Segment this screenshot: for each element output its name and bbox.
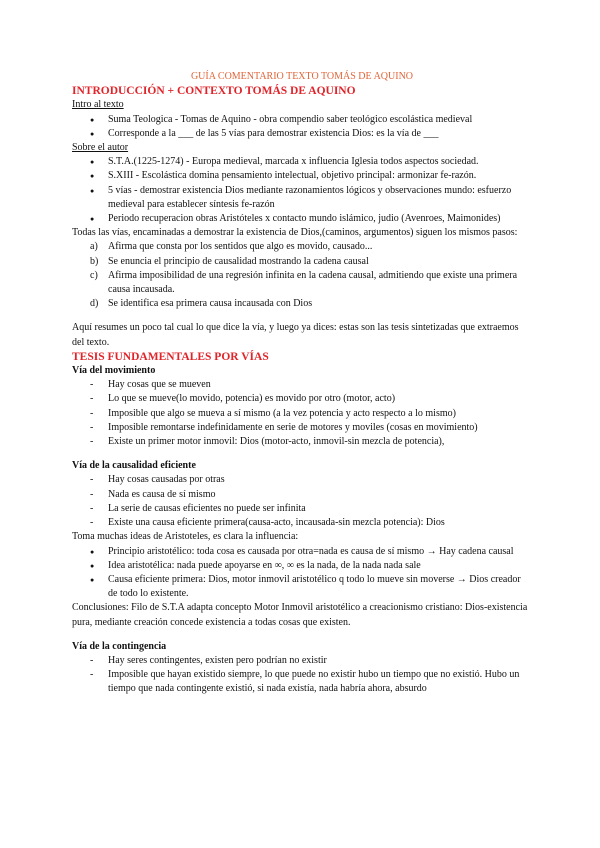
- list-item: ● S.T.A.(1225-1274) - Europa medieval, marcada x influencia Iglesia todos aspectos sociedad.: [72, 155, 532, 169]
- via-causalidad-list: [72, 473, 532, 530]
- list-item: - Imposible remontarse indefinidamente en serie de motores y moviles (cosas en movimiento): [72, 421, 532, 435]
- tesis-heading: TESIS FUNDAMENTALES POR VÍAS: [72, 350, 269, 363]
- steps-list: [72, 240, 532, 311]
- aristoteles-text: Toma muchas ideas de Aristoteles, es clara la influencia:: [72, 531, 299, 543]
- step-item: [72, 240, 532, 254]
- list-item: - Nada es causa de sí mismo: [72, 488, 532, 502]
- via-contingencia-title: Vía de la contingencia: [72, 640, 167, 652]
- list-item: ● Periodo recuperacion obras Aristóteles x contacto mundo islámico, judio (Avenroes, Maimonides): [72, 212, 532, 226]
- via-movimiento-title: Vía del movimiento: [72, 365, 156, 377]
- list-item: - Imposible que algo se mueva a sí mismo (a la vez potencia y acto respecto a lo mismo): [72, 407, 532, 421]
- document-title: GUÍA COMENTARIO TEXTO TOMÁS DE AQUINO: [190, 71, 414, 82]
- list-item: ● Causa eficiente primera: Dios, motor inmovil aristotélico q todo lo mueve sin moverse → Dios creador de todo lo existente.: [72, 573, 532, 601]
- list-item: - Hay cosas que se mueven: [72, 378, 532, 392]
- step-text: Se enuncia el principio de causalidad mostrando la cadena causal: [108, 255, 369, 267]
- list-item: ● S.XIII - Escolástica domina pensamiento intelectual, objetivo principal: armonizar fe-razón.: [72, 169, 532, 183]
- vias-text: Todas las vías, encaminadas a demostrar la existencia de Dios,(caminos, argumentos) siguen los mismos pasos:: [72, 227, 518, 239]
- list-item: ● Corresponde a la ___ de las 5 vías para demostrar existencia Dios: es la vía de ___: [72, 127, 532, 141]
- spacer: [72, 449, 532, 459]
- step-item: [72, 297, 532, 311]
- autor-list: [72, 155, 532, 226]
- via-causalidad-title: Vía de la causalidad eficiente: [72, 460, 196, 472]
- list-item: ● Suma Teologica - Tomas de Aquino - obra compendio saber teológico escolástica medieval: [72, 113, 532, 127]
- spacer: [72, 630, 532, 640]
- intro-heading: INTRODUCCIÓN + CONTEXTO TOMÁS DE AQUINO: [72, 85, 356, 98]
- list-item: - Lo que se mueve(lo movido, potencia) es movido por otro (motor, acto): [72, 392, 532, 406]
- list-item: - Hay seres contingentes, existen pero podrían no existir: [72, 654, 532, 668]
- document-content: [72, 70, 532, 697]
- list-item: - Hay cosas causadas por otras: [72, 473, 532, 487]
- step-item: [72, 255, 532, 269]
- intro-texto-list: [72, 113, 532, 141]
- step-marker: a): [90, 241, 98, 253]
- conclusion-text: Conclusiones: Filo de S.T.A adapta concepto Motor Inmovil aristotélico a creacionismo cristiano: Dios-existencia pura, mediante creación concede existencia a todas cosas que existen.: [72, 602, 528, 628]
- list-item: - La serie de causas eficientes no puede ser infinita: [72, 502, 532, 516]
- spacer: [72, 311, 532, 321]
- step-text: Afirma imposibilidad de una regresión infinita en la cadena causal, admitiendo que existe una primera causa incausada.: [108, 269, 518, 296]
- step-item: [72, 269, 532, 297]
- via-contingencia-list: [72, 654, 532, 697]
- intro-texto-label: Intro al texto: [72, 99, 124, 111]
- step-marker: c): [90, 269, 98, 281]
- step-marker: b): [90, 255, 99, 267]
- step-text: Se identifica esa primera causa incausada con Dios: [108, 298, 313, 310]
- resume-text: Aquí resumes un poco tal cual lo que dice la vía, y luego ya dices: estas son las tesis sintetizadas que extraemos del texto.: [72, 322, 519, 348]
- list-item: ● Principio aristotélico: toda cosa es causada por otra=nada es causa de sí mismo → Hay cadena causal: [72, 545, 532, 559]
- autor-label: Sobre el autor: [72, 142, 129, 154]
- list-item: ● 5 vías - demostrar existencia Dios mediante razonamientos lógicos y observaciones mundo: esfuerzo medieval para establecer síntesis fe-razón: [72, 184, 532, 212]
- list-item: ● Idea aristotélica: nada puede apoyarse en ∞, ∞ es la nada, de la nada nada sale: [72, 559, 532, 573]
- list-item: - Imposible que hayan existido siempre, lo que puede no existir hubo un tiempo que no existió. Hubo un tiempo que nada contingente existió, si nada existía, nada habría ahora, absurdo: [72, 668, 532, 696]
- aristoteles-list: [72, 545, 532, 602]
- list-item: - Existe una causa eficiente primera(causa-acto, incausada-sin mezcla potencia): Dios: [72, 516, 532, 530]
- step-marker: d): [90, 298, 99, 310]
- list-item: - Existe un primer motor inmovil: Dios (motor-acto, inmovil-sin mezcla de potencia),: [72, 435, 532, 449]
- step-text: Afirma que consta por los sentidos que algo es movido, causado...: [108, 241, 373, 253]
- via-movimiento-list: [72, 378, 532, 449]
